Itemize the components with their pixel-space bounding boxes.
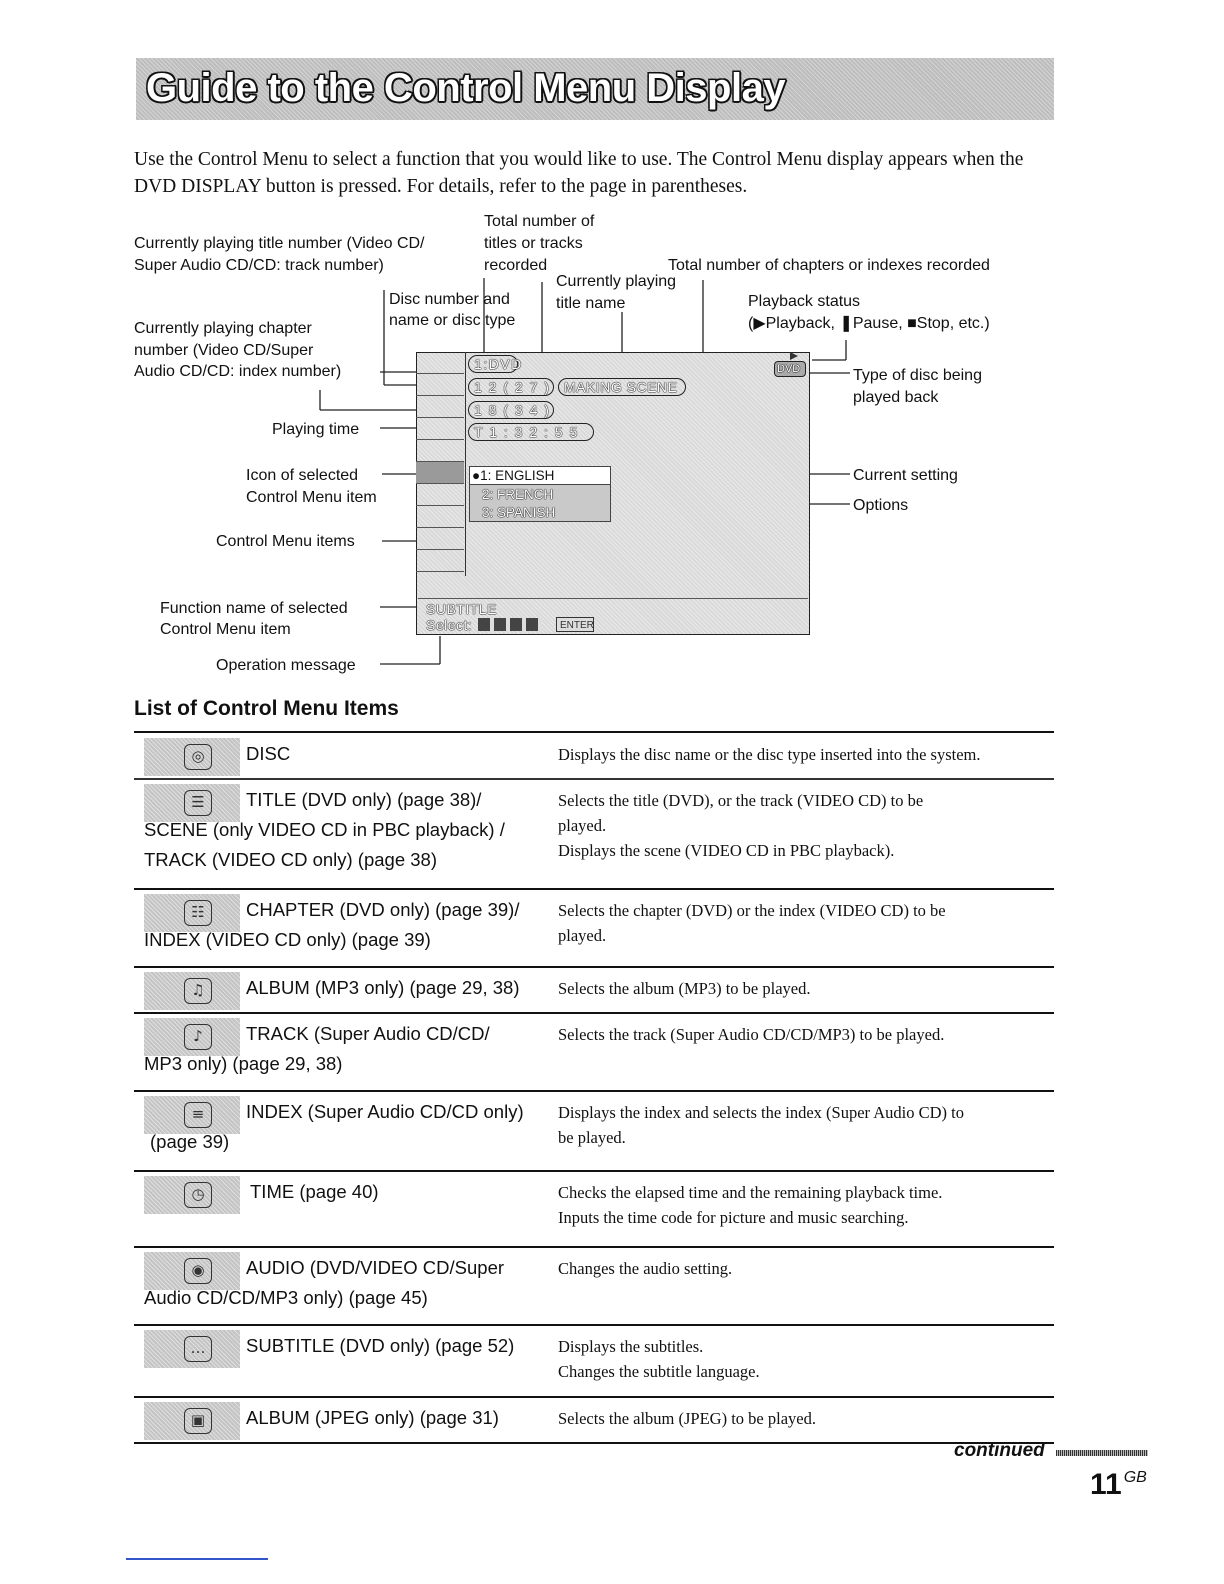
album-mp3-icon: ♫ [184,978,212,1004]
menu-icon-column [416,352,466,576]
item-description: Displays the disc name or the disc type inserted into the system. [558,745,981,764]
item-description: Selects the title (DVD), or the track (VIDEO CD) to be [558,791,924,810]
track-icon: ♪ [184,1024,212,1050]
menu-icon-cell [416,352,464,374]
menu-icon-cell [416,440,464,462]
item-name: ALBUM (MP3 only) (page 29, 38) [246,977,520,998]
item-name-continued: SCENE (only VIDEO CD in PBC playback) / [144,819,505,840]
continued-bar [1056,1450,1148,1456]
label-total-chapters: Total number of chapters or indexes recorded [668,257,990,274]
screen-operation-label: Select: [426,617,473,633]
subtitle-icon: … [184,1336,212,1362]
item-name: CHAPTER (DVD only) (page 39)/ [246,899,520,920]
screen-playing-time: T 1 : 3 2 : 5 5 [474,424,579,440]
table-rule [134,1396,1054,1398]
item-description: Selects the album (MP3) to be played. [558,979,811,998]
label-icon-selected-2: Control Menu item [246,489,377,506]
label-current-chapter-3: Audio CD/CD: index number) [134,363,342,380]
item-name: AUDIO (DVD/VIDEO CD/Super [246,1257,505,1278]
page-title: Guide to the Control Menu Display [146,66,786,110]
label-menu-items: Control Menu items [216,533,355,550]
screen-current-option: ●1: ENGLISH [472,468,555,483]
label-total-titles-2: titles or tracks [484,235,583,252]
label-title-name-2: title name [556,295,626,312]
table-rule [134,1246,1054,1248]
item-description: Displays the index and selects the index (Super Audio CD) to [558,1103,965,1122]
table-rule [134,1442,1054,1444]
table-rule [134,888,1054,890]
item-name: ALBUM (JPEG only) (page 31) [246,1407,499,1428]
item-description: Displays the subtitles. [558,1337,704,1356]
label-function-name-1: Function name of selected [160,600,348,617]
item-description: Selects the chapter (DVD) or the index (VIDEO CD) to be [558,901,946,920]
item-description: Checks the elapsed time and the remaining playback time. [558,1183,943,1202]
screen-title-number: 1 2 ( 2 7 ) [474,379,551,395]
title-icon: ☰ [184,790,212,816]
item-description: be played. [558,1128,626,1147]
menu-icon-cell-selected [416,462,464,484]
page-number-suffix: GB [1123,1469,1147,1486]
screen-chapter-number: 1 8 ( 3 4 ) [474,402,551,418]
item-name-continued: INDEX (VIDEO CD only) (page 39) [144,929,431,950]
table-rule [134,1170,1054,1172]
audio-icon: ◉ [184,1258,212,1284]
label-playing-time: Playing time [272,421,360,438]
label-total-titles-3: recorded [484,257,548,274]
menu-icon-cell [416,550,464,572]
screen-option-1: 2: FRENCH [482,487,554,502]
item-description: Selects the track (Super Audio CD/CD/MP3) to be played. [558,1025,945,1044]
item-name: TIME (page 40) [250,1181,379,1202]
item-name: TRACK (Super Audio CD/CD/ [246,1023,490,1044]
item-name-continued: (page 39) [150,1131,230,1152]
label-playback-status-1: Playback status [748,293,861,310]
menu-icon-cell [416,528,464,550]
chapter-icon: ☷ [184,900,212,926]
label-current-chapter-1: Currently playing chapter [134,320,312,337]
label-playback-status-2: (▶Playback, ❚Pause, ■Stop, etc.) [748,315,990,332]
table-rule [134,1012,1054,1014]
screen-option-2: 3: SPANISH [482,505,556,520]
item-icon-chip [144,972,240,1010]
screen-disc: 1:DVD [474,356,523,372]
label-disc-type-1: Type of disc being [853,367,982,384]
screen-function-name: SUBTITLE [426,601,497,617]
item-name-continued: MP3 only) (page 29, 38) [144,1053,343,1074]
arrow-keys-icon [478,618,542,631]
label-total-titles-1: Total number of [484,213,595,230]
label-title-name-1: Currently playing [556,273,677,290]
item-description: played. [558,816,607,835]
screen-enter-label: ENTER [560,620,594,631]
footer-link-line [126,1558,268,1560]
label-operation-message: Operation message [216,657,356,674]
label-current-title-2: Super Audio CD/CD: track number) [134,257,384,274]
screen-title-name: MAKING SCENE [564,379,678,395]
index-icon: ≡ [184,1102,212,1128]
label-disc-number-1: Disc number and [389,291,510,308]
item-name: TITLE (DVD only) (page 38)/ [246,789,482,810]
album-jpeg-icon: ▣ [184,1408,212,1434]
item-name: SUBTITLE (DVD only) (page 52) [246,1335,515,1356]
menu-icon-cell [416,418,464,440]
time-icon: ◷ [184,1182,212,1208]
item-description: Displays the scene (VIDEO CD in PBC playback). [558,841,895,860]
table-rule [134,966,1054,968]
item-icon-chip [144,1330,240,1368]
menu-icon-cell [416,484,464,506]
item-name-continued: Audio CD/CD/MP3 only) (page 45) [144,1287,428,1308]
item-icon-chip [144,738,240,776]
play-status-icon [790,352,798,360]
item-name: INDEX (Super Audio CD/CD only) [246,1101,524,1122]
page-number-value: 11 [1090,1468,1122,1501]
screen-disc-type: DVD [777,363,801,375]
label-options: Options [853,497,909,514]
list-heading: List of Control Menu Items [134,697,399,720]
label-current-setting: Current setting [853,467,958,484]
label-disc-number-2: name or disc type [389,312,516,329]
table-rule [134,1324,1054,1326]
table-rule [134,1090,1054,1092]
intro-paragraph: Use the Control Menu to select a function that you would like to use. The Control Menu display appears when the DVD DISPLAY button is pressed. For details, refer to the page in parentheses. [134,149,1024,197]
item-icon-chip [144,1402,240,1440]
continued-label: continued [954,1440,1045,1461]
item-description: played. [558,926,607,945]
item-description: Changes the subtitle language. [558,1362,760,1381]
item-description: Inputs the time code for picture and music searching. [558,1208,909,1227]
item-name-continued: TRACK (VIDEO CD only) (page 38) [144,849,438,870]
table-rule [134,778,1054,780]
menu-icon-cell [416,396,464,418]
label-function-name-2: Control Menu item [160,621,291,638]
table-rule-top [134,731,1054,733]
label-current-chapter-2: number (Video CD/Super [134,342,314,359]
item-description: Changes the audio setting. [558,1259,733,1278]
label-disc-type-2: played back [853,389,939,406]
label-icon-selected-1: Icon of selected [246,467,359,484]
disc-icon: ◎ [184,744,212,770]
label-current-title-1: Currently playing title number (Video CD/ [134,235,425,252]
menu-icon-cell [416,506,464,528]
page-number [1090,1468,1147,1502]
menu-icon-cell [416,374,464,396]
item-description: Selects the album (JPEG) to be played. [558,1409,816,1428]
item-icon-chip [144,1176,240,1214]
item-name: DISC [246,743,291,764]
